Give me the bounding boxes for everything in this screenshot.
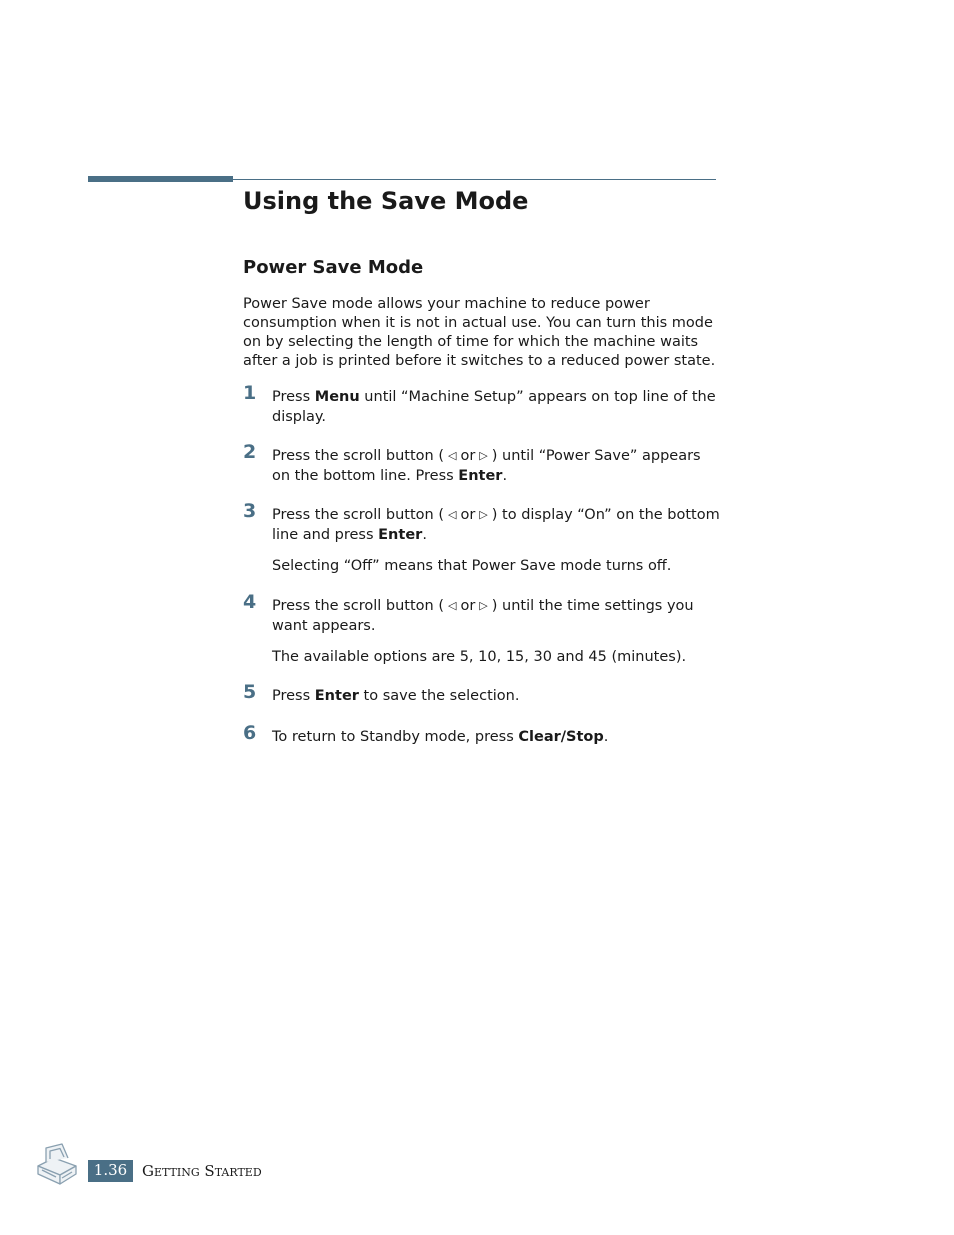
page-title: Using the Save Mode <box>243 187 529 215</box>
step-text <box>272 686 723 706</box>
text-run: or <box>460 598 476 614</box>
header-rule-thin <box>233 179 716 180</box>
step-note: Selecting “Off” means that Power Save mode turns off. <box>272 558 672 574</box>
text-run: To return to Standby mode, press <box>272 729 519 745</box>
text-run: to save the selection. <box>358 688 520 704</box>
text-run: until “Machine Setup” appears on top line of the display. <box>272 389 716 425</box>
step-number: 3 <box>243 500 257 522</box>
step-text <box>272 596 723 636</box>
step-4 <box>243 591 723 667</box>
key-label-enter: Enter <box>458 468 503 484</box>
text-run: or <box>460 448 476 464</box>
intro-paragraph: Power Save mode allows your machine to reduce power consumption when it is not in actual use. You can turn this mode on by selecting the length of time for which the machine waits after a job is printed before it switches to a reduced power state. <box>243 296 716 369</box>
scroll-left-icon: ◁ <box>447 599 457 612</box>
step-3 <box>243 500 723 576</box>
key-label-enter: Enter <box>314 688 359 704</box>
scroll-left-icon: ◁ <box>447 449 457 462</box>
step-number: 4 <box>243 591 257 613</box>
text-run: Press the scroll button ( <box>272 598 444 614</box>
text-run: . <box>603 729 609 745</box>
text-run: ) to display “On” on the bottom line and press <box>272 507 720 543</box>
printer-icon <box>32 1140 80 1188</box>
step-text <box>272 727 723 747</box>
step-2 <box>243 441 723 486</box>
scroll-right-icon: ▷ <box>479 449 488 462</box>
text-run: Press <box>272 389 315 405</box>
text-run: ) until the time settings you want appears. <box>272 598 694 634</box>
header-rule-thick <box>88 176 233 182</box>
scroll-right-icon: ▷ <box>479 508 488 521</box>
chapter-title: Getting Started <box>142 1162 262 1180</box>
text-run: . <box>502 468 508 484</box>
step-1 <box>243 382 723 427</box>
text-run: Press the scroll button ( <box>272 448 444 464</box>
step-number: 6 <box>243 722 257 744</box>
step-text <box>272 446 723 486</box>
text-run: ) until “Power Save” appears on the bottom line. Press <box>272 448 701 484</box>
section-heading: Power Save Mode <box>243 257 424 278</box>
text-run: Press the scroll button ( <box>272 507 444 523</box>
step-text <box>272 505 723 545</box>
step-note: The available options are 5, 10, 15, 30 and 45 (minutes). <box>272 649 687 665</box>
text-run: Press <box>272 688 315 704</box>
step-number: 2 <box>243 441 257 463</box>
text-run: . <box>422 527 427 543</box>
scroll-right-icon: ▷ <box>479 599 488 612</box>
step-text <box>272 387 723 427</box>
page-number: 1.36 <box>88 1160 133 1182</box>
step-number: 5 <box>243 681 257 703</box>
key-label-clear-stop: Clear/Stop <box>518 729 604 745</box>
scroll-left-icon: ◁ <box>447 508 457 521</box>
key-label-menu: Menu <box>314 389 360 405</box>
step-6 <box>243 722 723 747</box>
text-run: or <box>460 507 476 523</box>
step-5 <box>243 681 723 706</box>
key-label-enter: Enter <box>378 527 423 543</box>
step-number: 1 <box>243 382 257 404</box>
